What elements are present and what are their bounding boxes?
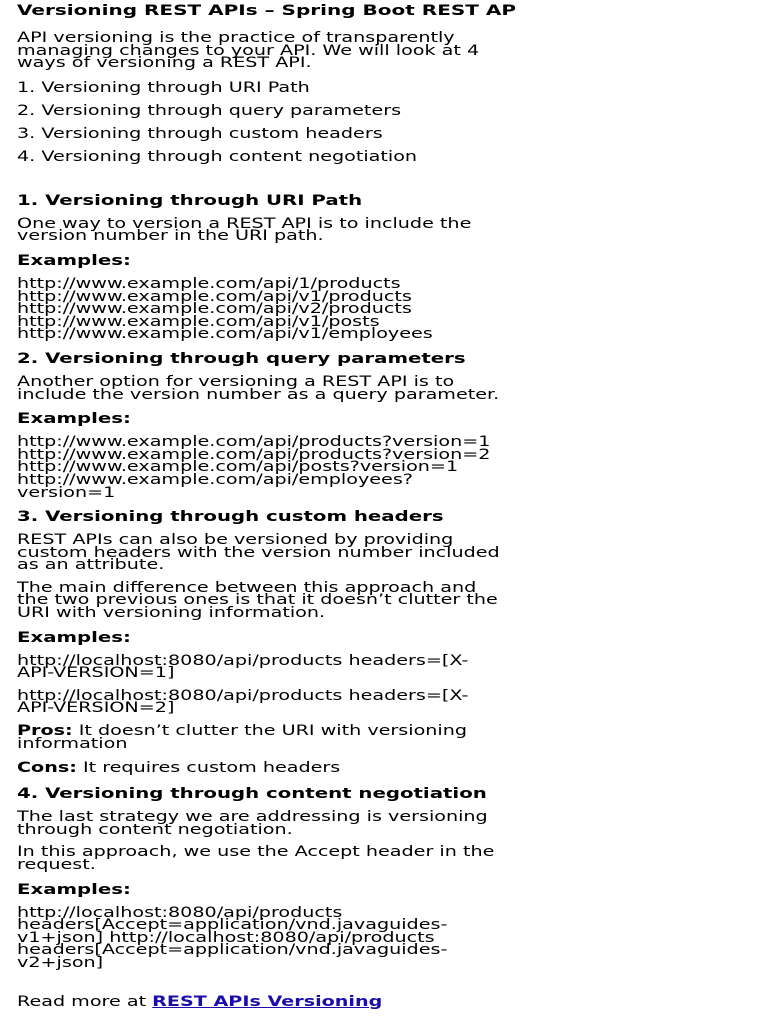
url-examples (17, 436, 757, 499)
list-item (17, 149, 757, 172)
examples-label-text: Examples: (17, 881, 131, 898)
paragraph-line: custom headers with the version number included (17, 544, 500, 561)
example-url (17, 944, 757, 957)
cons-label: Cons: (17, 760, 77, 777)
section-paragraph (17, 579, 757, 622)
read-more-link[interactable]: REST APIs Versioning (152, 993, 383, 1010)
examples-label (17, 630, 757, 646)
example-url (17, 471, 757, 488)
example-url (17, 328, 757, 341)
example-url-text: v2+json] (17, 954, 104, 971)
example-url-text: http://www.example.com/api/v1/products (17, 288, 412, 305)
section-heading-query-params (17, 351, 757, 367)
pros-text: information (17, 735, 128, 752)
examples-label-text: Examples: (17, 411, 131, 428)
section-heading-text: 1. Versioning through URI Path (17, 192, 363, 209)
paragraph-line: include the version number as a query parameter. (17, 386, 500, 403)
example-url-text: version=1 (17, 484, 116, 501)
section-heading-text: 3. Versioning through custom headers (17, 509, 444, 526)
list-item-text: 2. Versioning through query parameters (17, 102, 402, 119)
example-url-text: http://www.example.com/api/1/products (17, 275, 401, 292)
paragraph-line: The main difference between this approach and (17, 579, 477, 596)
example-line: API-VERSION=1] (17, 665, 175, 682)
example-url-text: http://www.example.com/api/employees? (17, 471, 413, 488)
paragraph-line: through content negotiation. (17, 821, 293, 838)
header-example (17, 687, 757, 717)
list-item (17, 103, 757, 126)
read-more-prefix: Read more at (17, 993, 153, 1010)
url-examples (17, 904, 757, 971)
examples-label (17, 411, 757, 427)
paragraph-line: version number in the URI path. (17, 228, 324, 245)
paragraph-line: the two previous ones is that it doesn’t clutter the (17, 592, 498, 609)
paragraph-line: The last strategy we are addressing is versioning (17, 809, 488, 826)
intro-line: ways of versioning a REST API. (17, 55, 312, 72)
example-url-text: http://www.example.com/api/posts?version=1 (17, 459, 459, 476)
example-url-text: http://www.example.com/api/v1/employees (17, 326, 433, 343)
list-item-text: 3. Versioning through custom headers (17, 125, 383, 142)
list-item-text: 4. Versioning through content negotiation (17, 148, 418, 165)
paragraph-line: One way to version a REST API is to include the (17, 215, 472, 232)
section-heading-text: 2. Versioning through query parameters (17, 350, 466, 367)
section-paragraph (17, 811, 757, 836)
examples-label-text: Examples: (17, 629, 131, 646)
section-heading-text: 4. Versioning through content negotiation (17, 786, 487, 803)
header-example (17, 652, 757, 682)
paragraph-line: request. (17, 857, 96, 873)
read-more (17, 994, 757, 1010)
list-item (17, 80, 757, 103)
example-url-text: http://www.example.com/api/products?version=1 (17, 434, 491, 451)
section-heading-content-negotiation (17, 786, 757, 802)
strategy-list (17, 80, 757, 172)
example-url-text: headers[Accept=application/vnd.javaguides- (17, 942, 448, 959)
examples-label (17, 253, 757, 269)
paragraph-line: as an attribute. (17, 557, 165, 574)
example-line: http://localhost:8080/api/products headers=[X- (17, 687, 469, 704)
section-heading-custom-headers (17, 509, 757, 525)
section-paragraph (17, 215, 757, 245)
example-url-text: v1+json] http://localhost:8080/api/products (17, 929, 435, 946)
paragraph-line: REST APIs can also be versioned by providing (17, 532, 454, 549)
section-paragraph (17, 846, 757, 871)
page-title (17, 2, 757, 20)
example-line: API-VERSION=2] (17, 700, 175, 717)
pros-label: Pros: (17, 723, 73, 740)
list-item (17, 126, 757, 149)
pros-line (17, 725, 757, 750)
section-paragraph (17, 373, 757, 403)
pros-text: It doesn’t clutter the URI with versioning (72, 723, 468, 740)
example-url (17, 954, 757, 971)
url-examples (17, 275, 757, 343)
examples-label (17, 882, 757, 898)
intro-paragraph (17, 32, 757, 70)
section-paragraph (17, 534, 757, 572)
paragraph-line: URI with versioning information. (17, 605, 326, 622)
cons-text: It requires custom headers (76, 760, 341, 777)
paragraph-line: In this approach, we use the Accept header in the (17, 844, 495, 861)
example-url-text: http://www.example.com/api/v2/products (17, 301, 412, 318)
example-url-text: headers[Accept=application/vnd.javaguides- (17, 917, 448, 934)
example-url (17, 484, 757, 501)
page-title-text: Versioning REST APIs – Spring Boot REST AP (17, 3, 517, 19)
example-line: http://localhost:8080/api/products headers=[X- (17, 652, 469, 669)
intro-line: API versioning is the practice of transparently (17, 30, 455, 46)
example-url-text: http://www.example.com/api/products?version=2 (17, 446, 491, 463)
article (17, 2, 757, 1010)
intro-line: managing changes to your API. We will look at 4 (17, 42, 480, 59)
paragraph-line: Another option for versioning a REST API is to (17, 373, 455, 390)
example-url-text: http://www.example.com/api/v1/posts (17, 313, 380, 330)
cons-line (17, 760, 757, 776)
example-url-text: http://localhost:8080/api/products (17, 904, 343, 921)
examples-label-text: Examples: (17, 252, 131, 269)
section-heading-uri-path (17, 193, 757, 209)
list-item-text: 1. Versioning through URI Path (17, 79, 310, 96)
